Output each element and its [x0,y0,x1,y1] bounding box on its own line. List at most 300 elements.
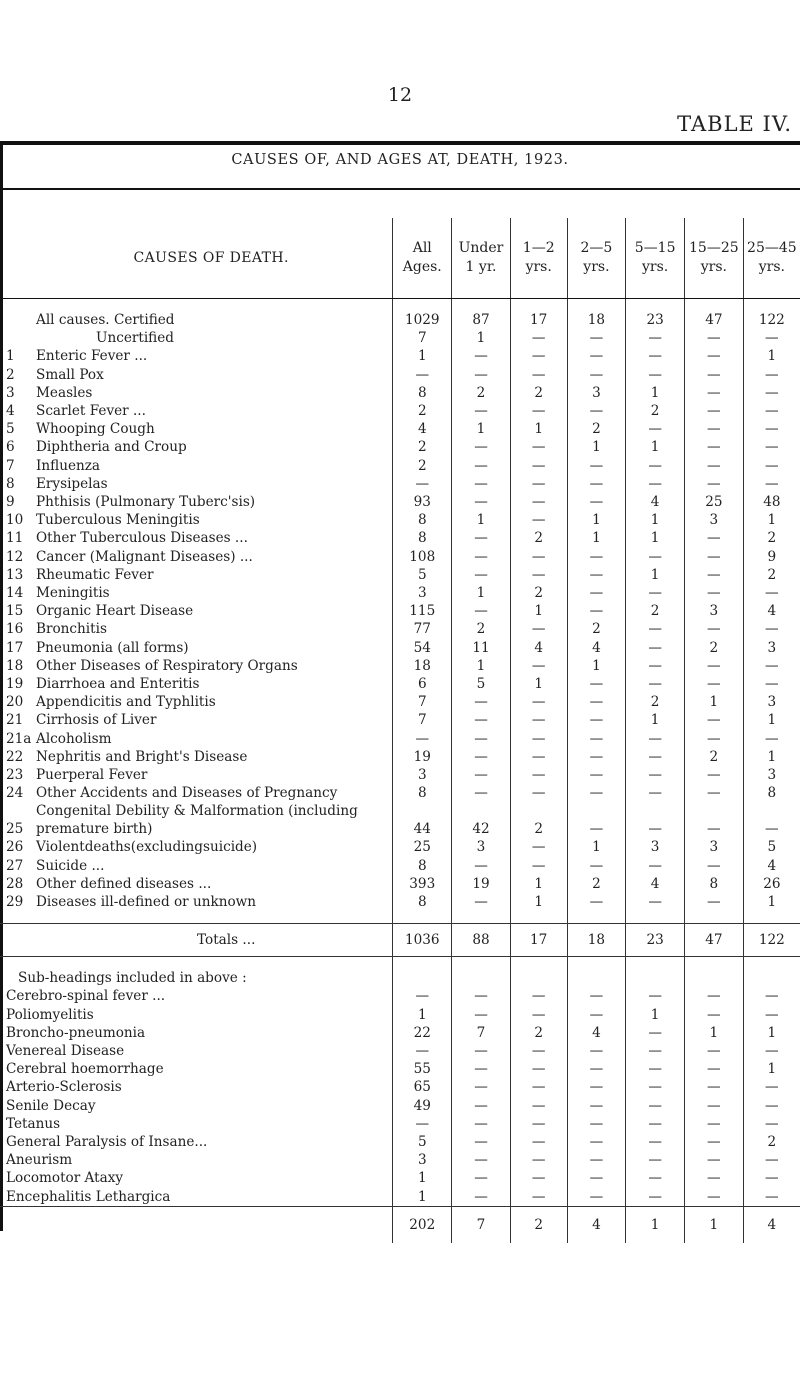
cell-value: 1 [452,584,511,602]
cell-value: 1 [567,529,626,547]
cell-value: — [626,748,685,766]
cell-value: — [567,566,626,584]
cell-value: 65 [393,1078,452,1096]
cell-value: — [452,1042,511,1060]
cell-value: — [567,402,626,420]
cell-value: 8 [393,857,452,875]
cell-value: 3 [393,766,452,784]
cell-value: — [452,1006,511,1024]
header-row [0,218,800,299]
table-row [0,311,800,329]
cause-number: 12 [6,548,24,565]
cell-value: 1 [743,511,800,529]
cell-value: — [743,1188,800,1207]
spacer-cell [743,911,800,924]
cell-value: 1 [626,1206,685,1243]
cell-value: 7 [393,329,452,347]
cell-value: 5 [743,838,800,856]
cause-name: Pneumonia (all forms) [36,639,189,656]
cell-value: — [743,1078,800,1096]
cause-name: Rheumatic Fever [36,566,154,583]
cell-value: 1 [626,511,685,529]
cell-value: 87 [452,311,511,329]
cell-value: — [684,457,743,475]
cell-value: — [626,1188,685,1207]
cause-label [0,420,393,438]
cell-value: 1 [510,875,567,893]
cause-name: All causes. Certified [36,312,175,328]
cell-value: 93 [393,493,452,511]
subtotals-row [0,1206,800,1243]
cell-value: — [684,584,743,602]
cell-value: — [626,730,685,748]
cell-value: — [567,584,626,602]
cell-value: — [452,857,511,875]
cell-value: 2 [626,693,685,711]
cell-value: — [452,1188,511,1207]
spacer-row [0,911,800,924]
cell-value: — [452,987,511,1005]
table-row [0,566,800,584]
cell-value: — [510,766,567,784]
cell-value: 122 [743,311,800,329]
cell-value: 1 [684,1024,743,1042]
cell-value: — [684,1097,743,1115]
cell-value: — [567,893,626,911]
cell-value: 8 [743,784,800,802]
cause-number: 15 [6,603,24,620]
cell-value: 1 [452,420,511,438]
cause-name: Other Diseases of Respiratory Organs [36,658,298,675]
cell-value: — [567,548,626,566]
cell-value: — [452,566,511,584]
cell-value: — [510,548,567,566]
cell-value: 2 [743,1133,800,1151]
cell-value: — [510,1078,567,1096]
cell-value: — [510,511,567,529]
cause-label [0,838,393,856]
cell-value: — [626,1024,685,1042]
cause-name: Phthisis (Pulmonary Tuberc'sis) [36,494,256,511]
cell-value: — [684,675,743,693]
cell-value: 3 [684,511,743,529]
cell-value: 1 [510,602,567,620]
cell-value: — [393,730,452,748]
cell-value: 4 [626,493,685,511]
cell-value: 54 [393,639,452,657]
cell-value: — [567,1115,626,1133]
table-row [0,602,800,620]
cell-value: 2 [510,384,567,402]
cell-value: — [743,475,800,493]
cell-value: 1 [567,511,626,529]
cause-label [0,639,393,657]
spacer-cell [567,911,626,924]
cell-value: — [567,711,626,729]
cell-value: 122 [743,924,800,957]
cell-value: — [567,366,626,384]
table-row [0,875,800,893]
cell-value: 4 [567,1206,626,1243]
cell-value: 5 [393,566,452,584]
cell-value: — [684,347,743,365]
cause-label [0,875,393,893]
cell-value: — [567,1006,626,1024]
cell-value: — [626,548,685,566]
cause-name: Nephritis and Bright's Disease [36,748,248,765]
cell-value: 18 [567,924,626,957]
table-row [0,748,800,766]
cell-value: — [567,1169,626,1187]
cell-value: — [510,493,567,511]
cell-value: 11 [452,639,511,657]
cell-value: — [567,1188,626,1207]
cell-value: 4 [743,602,800,620]
cell-value: — [510,711,567,729]
cause-name: Cancer (Malignant Diseases) ... [36,548,253,565]
table-row [0,657,800,675]
cause-label [0,602,393,620]
cause-label [0,366,393,384]
cell-value: — [684,548,743,566]
cell-value: — [452,529,511,547]
table-heading: CAUSES OF, AND AGES AT, DEATH, 1923. [231,152,569,168]
cell-value: — [626,475,685,493]
sub-table-row [0,1097,800,1115]
cause-name: Other Tuberculous Diseases ... [36,530,248,547]
cause-label [0,384,393,402]
cause-number: 9 [6,494,15,511]
cell-value: — [626,657,685,675]
cell-value: — [567,1042,626,1060]
cell-value: — [393,987,452,1005]
cell-value: 44 [393,802,452,838]
cell-value: 1 [567,657,626,675]
cell-value: — [452,1169,511,1187]
cause-label [0,438,393,456]
cell-value: — [510,693,567,711]
cell-value: — [684,1169,743,1187]
cell-value: — [567,329,626,347]
cell-value: — [510,748,567,766]
cell-value: — [743,987,800,1005]
sub-table-row [0,1060,800,1078]
cell-value: — [510,457,567,475]
table-row [0,438,800,456]
table-row [0,420,800,438]
cell-value: 2 [452,384,511,402]
cause-name: Measles [36,384,93,401]
cell-value: 2 [393,402,452,420]
cause-label [0,748,393,766]
table-row [0,548,800,566]
cell-value: — [567,748,626,766]
cell-value: — [684,475,743,493]
cell-value: — [510,657,567,675]
cell-value: — [452,1115,511,1133]
cell-value: — [626,420,685,438]
cell-value: 1036 [393,924,452,957]
cell-value: — [626,1060,685,1078]
cell-value: — [684,893,743,911]
cell-value: 4 [567,1024,626,1042]
spacer-cell [510,957,567,988]
spacer-cell [452,911,511,924]
cause-label [0,457,393,475]
table-row [0,639,800,657]
cell-value: 1 [393,347,452,365]
cell-value: — [743,1097,800,1115]
cell-value: — [743,730,800,748]
cell-value: — [684,711,743,729]
cell-value: — [626,329,685,347]
cause-number: 23 [6,767,24,784]
cell-value: 47 [684,311,743,329]
cell-value: — [510,1133,567,1151]
cell-value: 23 [626,311,685,329]
table-row [0,329,800,347]
cell-value: — [452,784,511,802]
cell-value: — [684,1188,743,1207]
cell-value: — [510,1042,567,1060]
cell-value: — [452,402,511,420]
cell-value: 2 [567,875,626,893]
table-row [0,384,800,402]
cell-value: — [684,657,743,675]
cause-label [0,402,393,420]
cause-label [0,711,393,729]
cell-value: 9 [743,548,800,566]
sub-cause-name: Aneurism [6,1152,73,1169]
cell-value: — [684,1151,743,1169]
cell-value: — [567,475,626,493]
cell-value: — [452,1133,511,1151]
cell-value: — [626,784,685,802]
cell-value: — [743,366,800,384]
spacer-cell [393,911,452,924]
cell-value: 393 [393,875,452,893]
table-row [0,730,800,748]
table-row [0,711,800,729]
sub-cause-name: Cerebro-spinal fever ... [6,988,166,1005]
cell-value: — [684,1006,743,1024]
sub-table-row [0,1169,800,1187]
cell-value: — [510,838,567,856]
cell-value: 7 [452,1024,511,1042]
cell-value: 88 [452,924,511,957]
cell-value: 1 [567,438,626,456]
cause-name: Diseases ill-defined or unknown [36,894,257,911]
cell-value: 47 [684,924,743,957]
cause-number: 6 [6,439,15,456]
cell-value: — [684,529,743,547]
cell-value: — [684,420,743,438]
spacer-cell [743,957,800,988]
spacer-cell [452,957,511,988]
cell-value: — [510,987,567,1005]
cell-value: 2 [510,529,567,547]
cell-value: — [452,893,511,911]
cell-value: — [684,1115,743,1133]
cause-label [0,311,393,329]
cell-value: 2 [743,566,800,584]
cell-value: — [567,675,626,693]
sub-cause-name: Tetanus [6,1115,61,1132]
cell-value: — [743,802,800,838]
heading-rule [0,188,800,190]
cell-value: — [452,730,511,748]
cell-value: — [452,475,511,493]
cell-value: — [626,1097,685,1115]
cell-value: 2 [510,1206,567,1243]
cell-value: 1 [393,1188,452,1207]
sub-table-row [0,987,800,1005]
cause-number: 11 [6,530,24,547]
cell-value: 2 [452,620,511,638]
sub-cause-name: Venereal Disease [6,1042,125,1059]
cell-value: — [393,475,452,493]
cell-value: 1 [452,511,511,529]
cell-value: — [684,766,743,784]
cell-value: — [684,1078,743,1096]
cell-value: 17 [510,924,567,957]
cell-value: 2 [393,457,452,475]
cell-value: 1 [452,657,511,675]
cause-label [0,693,393,711]
cell-value: 1 [684,693,743,711]
cause-name: Enteric Fever ... [36,348,148,365]
cell-value: 3 [393,584,452,602]
cell-value: 202 [393,1206,452,1243]
cause-label [0,893,393,911]
cell-value: 77 [393,620,452,638]
table-row [0,402,800,420]
cause-label [0,657,393,675]
cell-value: — [626,893,685,911]
table-row [0,347,800,365]
cell-value: 22 [393,1024,452,1042]
cause-number: 4 [6,403,15,420]
cell-value: 4 [626,875,685,893]
cell-value: 3 [684,838,743,856]
cell-value: 1 [626,711,685,729]
cell-value: — [743,657,800,675]
col-header-15-25: 15—25 yrs. [684,218,743,299]
table-row [0,857,800,875]
cell-value: — [743,402,800,420]
cause-number: 27 [6,857,24,874]
cell-value: — [684,784,743,802]
causes-table [0,218,800,1243]
cell-value: 8 [393,384,452,402]
cell-value: 4 [393,420,452,438]
spacer-cell [626,299,685,312]
cause-number: 25 [6,821,24,838]
spacer-cell [510,911,567,924]
cell-value: 1 [452,329,511,347]
cause-name: Diphtheria and Croup [36,439,187,456]
page-number: 12 [387,84,413,106]
cause-number: 19 [6,676,24,693]
cell-value: 1 [743,1024,800,1042]
subtotals-label-empty [0,1206,393,1243]
cause-name: Other defined diseases ... [36,875,212,892]
cell-value: 1 [393,1169,452,1187]
cell-value: 19 [393,748,452,766]
cause-name: Appendicitis and Typhlitis [36,694,216,711]
cell-value: 108 [393,548,452,566]
subheadings-title: Sub-headings included in above : [18,970,247,987]
cell-value: — [626,766,685,784]
cell-value: — [684,384,743,402]
cause-number: 13 [6,566,24,583]
sub-cause-name: General Paralysis of Insane... [6,1133,208,1150]
cell-value: 6 [393,675,452,693]
cause-label [0,675,393,693]
cell-value: 8 [684,875,743,893]
cell-value: — [684,1042,743,1060]
cell-value: — [510,1060,567,1078]
cell-value: — [626,639,685,657]
cell-value: 5 [452,675,511,693]
top-rule-thick [0,141,800,145]
cell-value: 1029 [393,311,452,329]
cell-value: — [567,987,626,1005]
cell-value: 1 [743,748,800,766]
cell-value: 4 [510,639,567,657]
cell-value: — [393,366,452,384]
cell-value: — [452,347,511,365]
cell-value: — [743,1169,800,1187]
cause-number: 14 [6,585,24,602]
cell-value: 3 [567,384,626,402]
cell-value: — [567,1078,626,1096]
cause-number: 26 [6,839,24,856]
table-row [0,493,800,511]
cause-number: 28 [6,875,24,892]
cause-number: 5 [6,421,15,438]
cell-value: 2 [510,584,567,602]
cell-value: 23 [626,924,685,957]
spacer-cell [510,299,567,312]
cell-value: 8 [393,529,452,547]
cell-value: — [510,438,567,456]
cause-name: Uncertified [96,330,174,347]
col-header-1-2: 1—2 yrs. [510,218,567,299]
cause-name: Bronchitis [36,621,107,638]
cell-value: — [452,366,511,384]
cell-value: 4 [743,857,800,875]
cell-value: — [452,602,511,620]
col-header-25-45: 25—45 yrs. [743,218,800,299]
cell-value: 2 [567,420,626,438]
sub-table-row [0,1042,800,1060]
sub-table-row [0,1078,800,1096]
cell-value: — [743,675,800,693]
cause-number: 2 [6,366,15,383]
spacer-cell [743,299,800,312]
table-number: TABLE IV. [677,112,792,136]
cell-value: 3 [393,1151,452,1169]
cell-value: — [510,1006,567,1024]
cause-name: Scarlet Fever ... [36,403,146,420]
cell-value: 8 [393,784,452,802]
cell-value: — [626,620,685,638]
cell-value: — [743,329,800,347]
cell-value: — [743,1042,800,1060]
sub-cause-name: Poliomyelitis [6,1006,94,1023]
cause-number: 22 [6,748,24,765]
